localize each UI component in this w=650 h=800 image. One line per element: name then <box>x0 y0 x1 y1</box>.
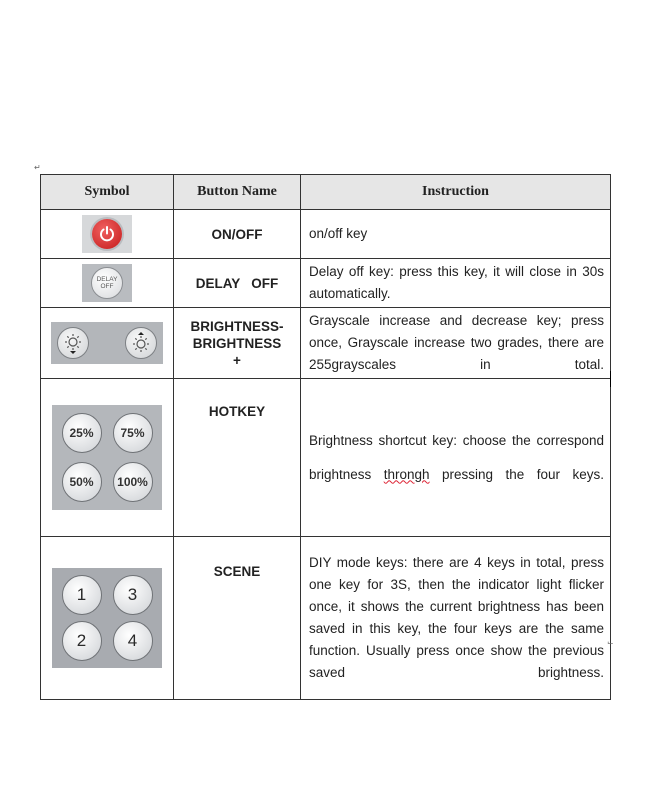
table-row <box>41 259 611 308</box>
header-button-name: Button Name <box>174 175 301 210</box>
instruction-text: pressing the four keys. <box>429 466 604 482</box>
table-row <box>41 379 611 537</box>
button-name-cell: DELAY OFF <box>174 259 301 308</box>
end-mark: ⌙ <box>607 638 614 647</box>
table-row <box>41 308 611 379</box>
name-line: BRIGHTNESS <box>192 335 282 351</box>
power-button-icon <box>82 215 132 253</box>
symbol-cell <box>41 210 174 259</box>
button-spec-table <box>40 174 611 700</box>
off-label: OFF <box>100 283 114 290</box>
table-header-row <box>41 175 611 210</box>
brightness-down-icon <box>57 327 89 359</box>
symbol-cell <box>41 308 174 379</box>
brightness-buttons-icon <box>51 322 163 364</box>
table-row <box>41 537 611 700</box>
header-instruction: Instruction <box>301 175 611 210</box>
button-name-cell: SCENE <box>174 537 301 700</box>
button-name-cell <box>174 308 301 379</box>
hotkey-25-icon: 25% <box>62 413 102 453</box>
scene-1-icon: 1 <box>62 575 102 615</box>
text-cursor <box>610 371 611 387</box>
name-line: + <box>233 352 241 368</box>
delay-label: DELAY <box>96 276 118 283</box>
scene-2-icon: 2 <box>62 621 102 661</box>
instruction-cell: Grayscale increase and decrease key; press once, Grayscale increase two grades, there are 255grayscales in total. <box>301 308 611 379</box>
symbol-cell <box>41 379 174 537</box>
name-line: BRIGHTNESS- <box>190 318 284 334</box>
scene-pad-icon <box>52 568 162 668</box>
instruction-cell: Delay off key: press this key, it will close in 30s automatically. <box>301 259 611 308</box>
instruction-cell: DIY mode keys: there are 4 keys in total, press one key for 3S, then the indicator light flicker once, it shows the current brightness has been saved in this key, the four keys are the same function. Usually press once show the previous saved brightness. <box>301 537 611 700</box>
delay-off-button-icon <box>82 264 132 302</box>
anchor-mark: ↵ <box>34 163 41 172</box>
brightness-up-icon <box>125 327 157 359</box>
scene-4-icon: 4 <box>113 621 153 661</box>
instruction-cell: on/off key <box>301 210 611 259</box>
hotkey-100-icon: 100% <box>113 462 153 502</box>
button-name-cell: ON/OFF <box>174 210 301 259</box>
hotkey-pad-icon <box>52 405 162 510</box>
symbol-cell <box>41 537 174 700</box>
instruction-text: Brightness shortcut key: choose the correspond brightness <box>309 432 604 482</box>
scene-3-icon: 3 <box>113 575 153 615</box>
misspelled-word: throngh <box>383 466 430 482</box>
table-row <box>41 210 611 259</box>
hotkey-75-icon: 75% <box>113 413 153 453</box>
symbol-cell <box>41 259 174 308</box>
header-symbol: Symbol <box>41 175 174 210</box>
hotkey-50-icon: 50% <box>62 462 102 502</box>
button-name-cell: HOTKEY <box>174 379 301 537</box>
instruction-cell <box>301 379 611 537</box>
